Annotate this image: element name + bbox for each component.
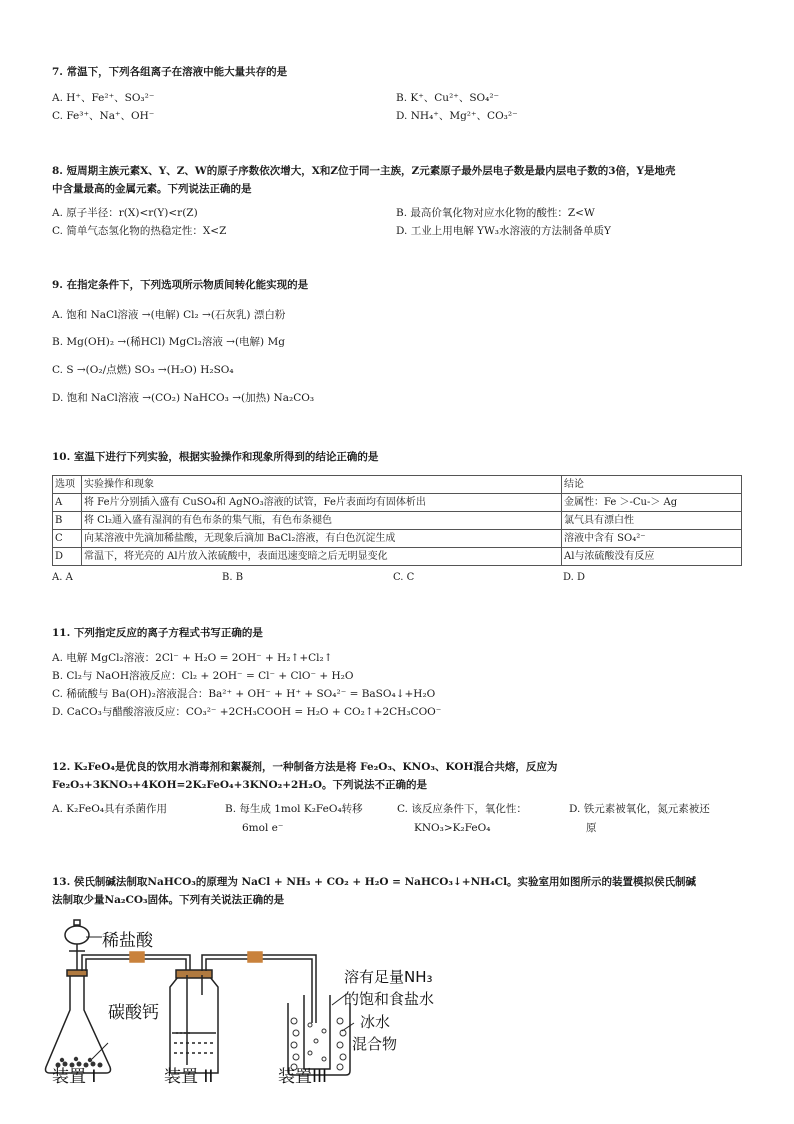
device-1-label: 装置 I <box>52 1067 97 1087</box>
table-cell: 氯气具有漂白性 <box>562 512 742 530</box>
q7-option-c: C. Fe³⁺、Na⁺、OH⁻ <box>52 110 155 122</box>
q12-option-a: A. K₂FeO₄具有杀菌作用 <box>52 803 168 815</box>
q10-answer-a: A. A <box>52 572 73 583</box>
q12-option-b-line2: 6mol e⁻ <box>242 822 284 834</box>
q9-option-d: D. 饱和 NaCl溶液 →(CO₂) NaHCO₃ →(加热) Na₂CO₃ <box>52 392 315 404</box>
q10-answer-b: B. B <box>222 572 244 583</box>
q8-stem-line2: 中含量最高的金属元素。下列说法正确的是 <box>52 183 252 195</box>
delivery-tube-2 <box>202 952 316 1023</box>
q11-option-b: B. Cl₂与 NaOH溶液反应：Cl₂ + 2OH⁻ = Cl⁻ + ClO⁻ + H₂O <box>52 670 354 682</box>
q8-option-b: B. 最高价氧化物对应水化物的酸性：Z<W <box>396 207 595 219</box>
nh3-solution-label-line2: 的饱和食盐水 <box>344 990 435 1008</box>
table-cell: 溶液中含有 SO₄²⁻ <box>562 530 742 548</box>
q12-stem-line2: Fe₂O₃+3KNO₃+4KOH=2K₂FeO₄+3KNO₂+2H₂O。下列说法不正确的是 <box>52 779 427 791</box>
dilute-hcl-label: 稀盐酸 <box>102 931 153 951</box>
calcium-carbonate-label: 碳酸钙 <box>108 1003 159 1023</box>
q7-stem: 7. 常温下，下列各组离子在溶液中能大量共存的是 <box>52 66 288 78</box>
q12-option-d-line1: D. 铁元素被氧化，氮元素被还 <box>569 803 710 815</box>
q8-option-a: A. 原子半径：r(X)<r(Y)<r(Z) <box>52 207 198 219</box>
table-row <box>53 512 742 530</box>
q7-option-b: B. K⁺、Cu²⁺、SO₄²⁻ <box>396 92 500 104</box>
table-cell: D <box>53 548 82 566</box>
q11-option-c: C. 稀硫酸与 Ba(OH)₂溶液混合：Ba²⁺ + OH⁻ + H⁺ + SO₄²⁻ = BaSO₄↓+H₂O <box>52 688 436 700</box>
table-row <box>53 494 742 512</box>
table-header-cell: 结论 <box>562 476 742 494</box>
table-header-cell: 实验操作和现象 <box>82 476 562 494</box>
device-2-label: 装置 II <box>164 1067 214 1087</box>
q10-answer-d: D. D <box>563 572 586 583</box>
table-row <box>53 530 742 548</box>
q9-option-b: B. Mg(OH)₂ →(稀HCl) MgCl₂溶液 →(电解) Mg <box>52 336 285 348</box>
table-cell: C <box>53 530 82 548</box>
table-cell: 金属性：Fe ＞-Cu-＞ Ag <box>562 494 742 512</box>
q10-answer-c: C. C <box>393 572 415 583</box>
q13-stem-line1: 13. 侯氏制碱法制取NaHCO₃的原理为 NaCl + NH₃ + CO₂ + H₂O = NaHCO₃↓+NH₄Cl。实验室用如图所示的装置模拟侯氏制碱 <box>52 876 697 888</box>
table-cell: 向某溶液中先滴加稀盐酸，无现象后滴加 BaCl₂溶液，有白色沉淀生成 <box>82 530 562 548</box>
q11-option-d: D. CaCO₃与醋酸溶液反应：CO₃²⁻ +2CH₃COOH = H₂O + CO₂↑+2CH₃COO⁻ <box>52 706 442 718</box>
q12-option-c-line1: C. 该反应条件下，氧化性： <box>397 803 527 815</box>
table-cell: 将 Fe片分别插入盛有 CuSO₄和 AgNO₃溶液的试管，Fe片表面均有固体析出 <box>82 494 562 512</box>
q9-stem: 9. 在指定条件下，下列选项所示物质间转化能实现的是 <box>52 279 309 291</box>
q13-stem-line2: 法制取少量Na₂CO₃固体。下列有关说法正确的是 <box>52 894 285 906</box>
wash-bottle-device-2 <box>170 970 218 1073</box>
ice-water-label-line2: 混合物 <box>352 1035 398 1053</box>
table-cell: 常温下，将光亮的 Al片放入浓硫酸中，表面迅速变暗之后无明显变化 <box>82 548 562 566</box>
device-3-label: 装置III <box>278 1067 328 1087</box>
q9-option-a: A. 饱和 NaCl溶液 →(电解) Cl₂ →(石灰乳) 漂白粉 <box>52 309 286 321</box>
q8-stem-line1: 8. 短周期主族元素X、Y、Z、W的原子序数依次增大，X和Z位于同一主族，Z元素原子最外层电子数是最内层电子数的3倍，Y是地壳 <box>52 165 676 177</box>
q12-stem-line1: 12. K₂FeO₄是优良的饮用水消毒剂和絮凝剂，一种制备方法是将 Fe₂O₃、KNO₃、KOH混合共熔，反应为 <box>52 761 558 773</box>
q11-option-a: A. 电解 MgCl₂溶液：2Cl⁻ + H₂O = 2OH⁻ + H₂↑+Cl₂↑ <box>52 652 333 664</box>
q12-option-c-line2: KNO₃>K₂FeO₄ <box>414 822 491 834</box>
q8-option-c: C. 简单气态氢化物的热稳定性：X<Z <box>52 225 227 237</box>
flask-device-1 <box>46 970 111 1073</box>
q7-option-a: A. H⁺、Fe²⁺、SO₃²⁻ <box>52 92 155 104</box>
q12-option-d-line2: 原 <box>586 822 597 834</box>
table-header-row <box>53 476 742 494</box>
table-cell: Al与浓硫酸没有反应 <box>562 548 742 566</box>
delivery-tube-1 <box>82 952 190 971</box>
q10-stem: 10. 室温下进行下列实验，根据实验操作和现象所得到的结论正确的是 <box>52 451 379 463</box>
q7-option-d: D. NH₄⁺、Mg²⁺、CO₃²⁻ <box>396 110 518 122</box>
q8-option-d: D. 工业上用电解 YW₃水溶液的方法制备单质Y <box>396 225 611 237</box>
q9-option-c: C. S →(O₂/点燃) SO₃ →(H₂O) H₂SO₄ <box>52 364 234 376</box>
table-cell: B <box>53 512 82 530</box>
table-row <box>53 548 742 566</box>
table-header-cell: 选项 <box>53 476 82 494</box>
table-cell: A <box>53 494 82 512</box>
ice-water-label-line1: 冰水 <box>360 1013 391 1031</box>
q10-table <box>52 475 742 566</box>
q12-option-b-line1: B. 每生成 1mol K₂FeO₄转移 <box>225 803 363 815</box>
table-cell: 将 Cl₂通入盛有湿润的有色布条的集气瓶，有色布条褪色 <box>82 512 562 530</box>
nh3-solution-label-line1: 溶有足量NH₃ <box>344 968 433 986</box>
q11-stem: 11. 下列指定反应的离子方程式书写正确的是 <box>52 627 263 639</box>
